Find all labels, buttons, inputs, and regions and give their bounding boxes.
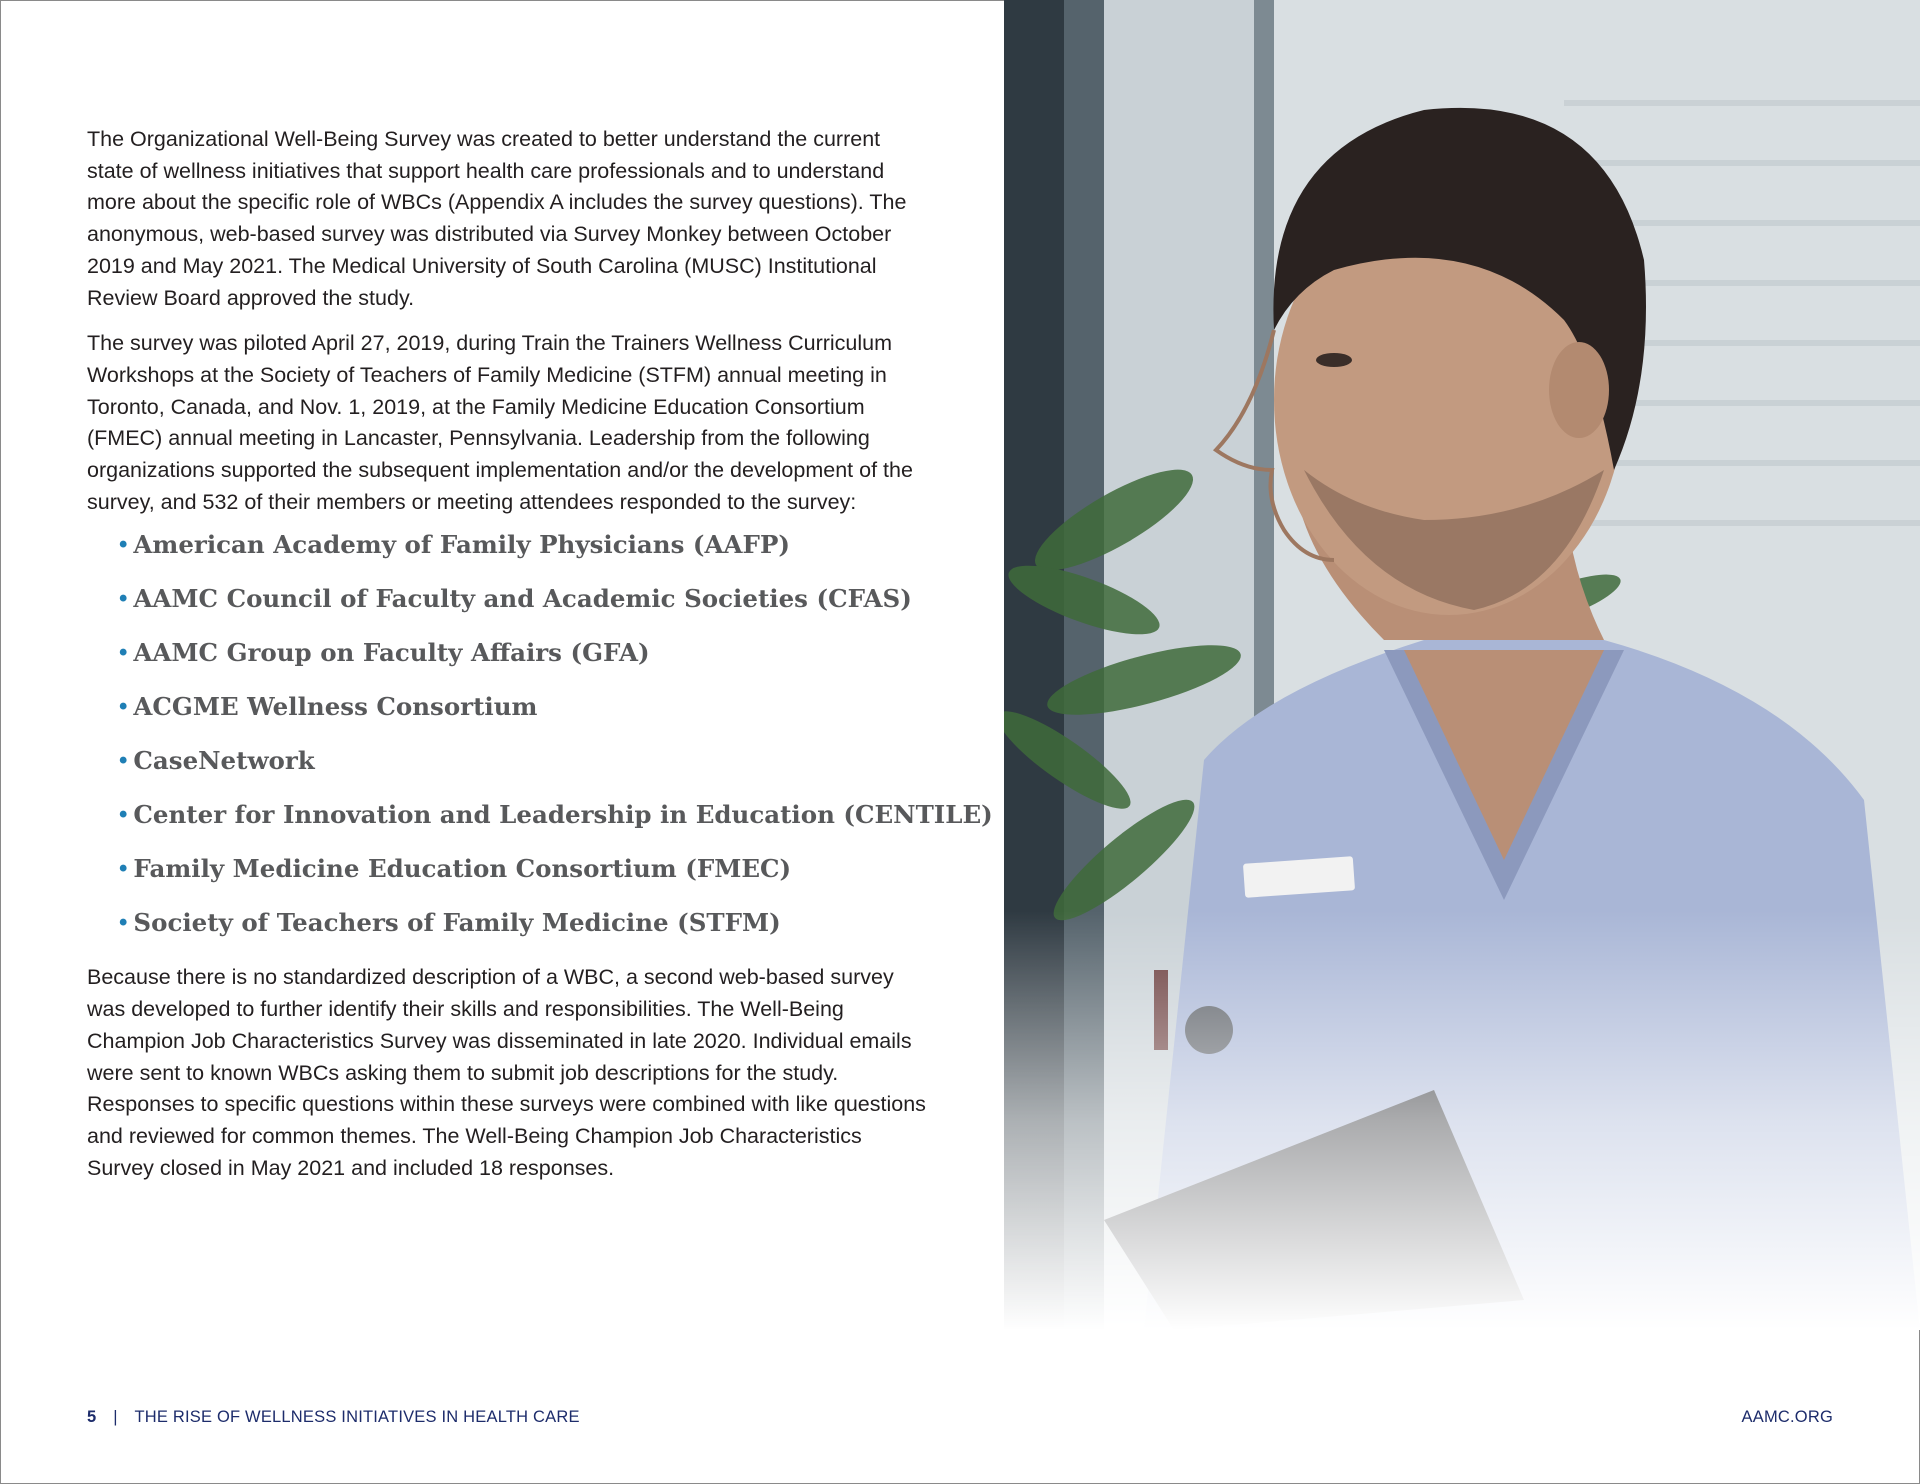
organization-list [119, 530, 993, 962]
organization-name: ACGME Wellness Consortium [133, 692, 538, 722]
photo-fade-overlay [1004, 910, 1920, 1330]
bullet-icon: • [119, 855, 128, 883]
intro-paragraph: The Organizational Well-Being Survey was created to better understand the current state of wellness initiatives that support health care professionals and to understand more about the specific role of WBCs (Appendix A includes the survey questions). The anonymous, web-based survey was distributed via Survey Monkey between October 2019 and May 2021. The Medical University of South Carolina (MUSC) Institutional Review Board approved the study. [87, 127, 907, 310]
bullet-icon: • [119, 585, 128, 613]
footer-separator: | [113, 1408, 118, 1426]
list-item [119, 584, 927, 638]
site-link[interactable]: AAMC.ORG [1741, 1408, 1833, 1426]
text-column [87, 124, 993, 1184]
list-item [119, 692, 927, 746]
bullet-icon: • [119, 693, 128, 721]
organization-name: Center for Innovation and Leadership in Education (CENTILE) [133, 800, 993, 830]
pilot-paragraph: The survey was piloted April 27, 2019, during Train the Trainers Wellness Curriculum Workshops at the Society of Teachers of Family Medicine (STFM) annual meeting in Toronto, Canada, and Nov. 1, 2019, at the Family Medicine Education Consortium (FMEC) annual meeting in Lancaster, Pennsylvania. Leadership from the following organizations supported the subsequent implementation and/or the development of the survey, and 532 of their members or meeting attendees responded to the survey: [87, 331, 913, 514]
organization-name: American Academy of Family Physicians (AAFP) [133, 530, 790, 560]
bullet-icon: • [119, 747, 128, 775]
list-item [119, 800, 993, 854]
list-item [119, 530, 927, 584]
job-survey-paragraph: Because there is no standardized description of a WBC, a second web-based survey was developed to further identify their skills and responsibilities. The Well-Being Champion Job Characteristics Survey was disseminated in late 2020. Individual emails were sent to known WBCs asking them to submit job descriptions for the study. Responses to specific questions within these surveys were combined with like questions and reviewed for common themes. The Well-Being Champion Job Characteristics Survey closed in May 2021 and included 18 responses. [87, 965, 926, 1180]
organization-name: CaseNetwork [133, 746, 315, 776]
page-footer [87, 1408, 1833, 1427]
bullet-icon: • [119, 639, 128, 667]
organization-name: Society of Teachers of Family Medicine (STFM) [133, 908, 781, 938]
organization-name: AAMC Group on Faculty Affairs (GFA) [133, 638, 650, 668]
page-number: 5 [87, 1408, 97, 1426]
publication-title: THE RISE OF WELLNESS INITIATIVES IN HEALTH CARE [134, 1408, 580, 1426]
organization-name: AAMC Council of Faculty and Academic Societies (CFAS) [133, 584, 912, 614]
footer-left [87, 1408, 580, 1427]
list-item [119, 908, 927, 962]
bullet-icon: • [119, 909, 128, 937]
organization-name: Family Medicine Education Consortium (FMEC) [133, 854, 792, 884]
list-item [119, 746, 927, 800]
bullet-icon: • [119, 801, 128, 829]
clinician-photo [1004, 0, 1920, 1330]
list-item [119, 638, 927, 692]
bullet-icon: • [119, 531, 128, 559]
list-item [119, 854, 927, 908]
